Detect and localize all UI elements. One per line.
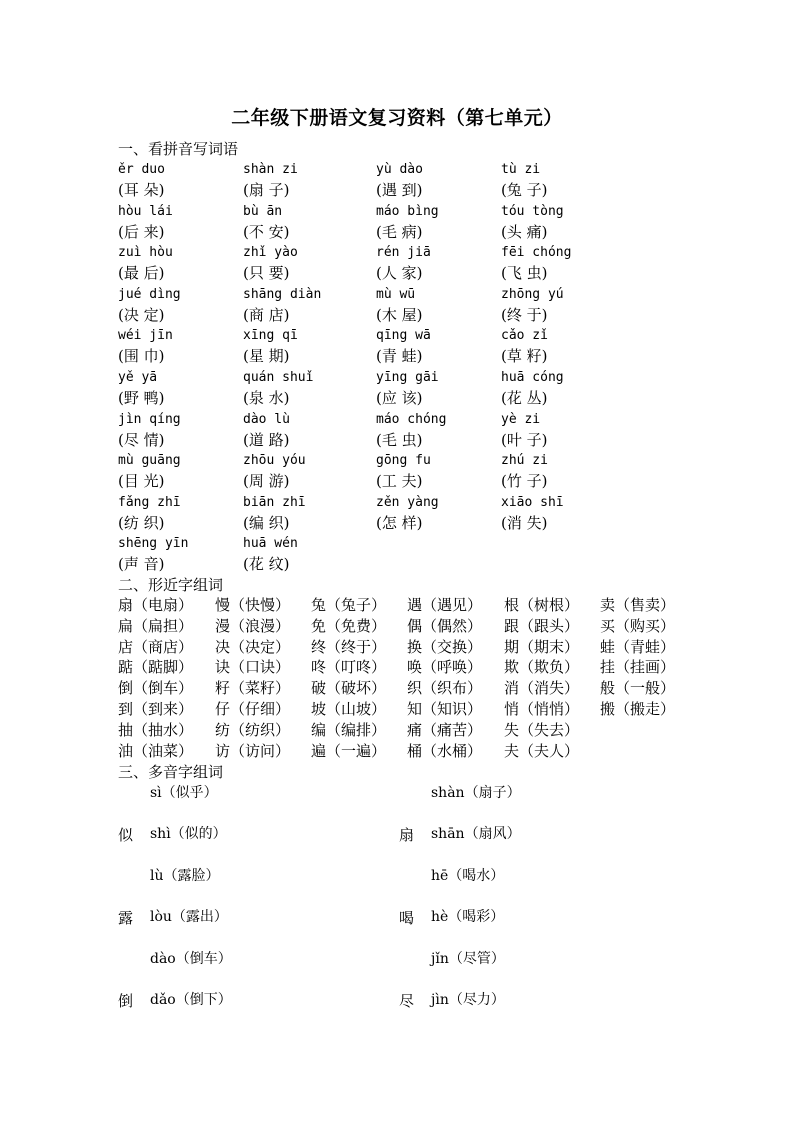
page-title: 二年级下册语文复习资料（第七单元） <box>231 107 563 129</box>
similar-row <box>118 741 718 762</box>
word-answer: (泉 水) <box>243 389 290 407</box>
pinyin-text: zhōng yú <box>501 286 564 302</box>
word-answer: (纺 织) <box>118 513 165 532</box>
pinyin-row <box>118 326 718 368</box>
word-answer: (飞 虫) <box>501 264 548 283</box>
word-answer: (终 于) <box>501 305 548 324</box>
word-answer: (毛 虫) <box>376 430 423 449</box>
pinyin-row <box>118 202 718 244</box>
pinyin-row <box>118 243 718 285</box>
pinyin-text: bù ān <box>243 203 283 219</box>
pinyin-cell <box>118 243 243 283</box>
polyphone-reading: jǐn（尽管） <box>431 951 505 967</box>
similar-row <box>118 678 718 699</box>
polyphone-reading: dào（倒车） <box>150 951 232 967</box>
polyphone-reading: lòu（露出） <box>150 909 228 925</box>
word-answer: (兔 子) <box>501 181 548 199</box>
pinyin-cell <box>376 285 501 325</box>
similar-char-entry: 抽（抽水） <box>118 720 194 739</box>
pinyin-text: zuì hòu <box>118 245 173 261</box>
pinyin-cell <box>501 493 626 533</box>
similar-char-entry: 访（访问） <box>215 741 291 760</box>
similar-char-entry: 籽（菜籽） <box>215 679 291 698</box>
word-answer: (工 夫) <box>376 472 423 491</box>
pinyin-row <box>118 285 718 327</box>
word-answer: (后 来) <box>118 222 165 241</box>
pinyin-row <box>118 534 718 576</box>
polyphone-reading: sì（似乎） <box>150 785 218 801</box>
polyphone-reading: lù（露脸） <box>150 868 220 884</box>
pinyin-row <box>118 160 718 202</box>
pinyin-cell <box>243 285 368 325</box>
similar-char-entry: 期（期末） <box>504 637 580 656</box>
pinyin-cell <box>118 326 243 366</box>
similar-char-entry: 夫（夫人） <box>504 741 580 760</box>
pinyin-text: shàn zi <box>243 162 298 177</box>
pinyin-cell <box>118 534 243 574</box>
word-answer: (人 家) <box>376 264 423 283</box>
pinyin-text: mù wū <box>376 286 416 302</box>
section-heading-polyphone: 三、多音字组词 <box>118 763 224 781</box>
pinyin-text: tóu tòng <box>501 203 564 219</box>
pinyin-text: yīng gāi <box>376 370 439 385</box>
word-answer: (野 鸭) <box>118 389 165 407</box>
similar-char-entry: 织（织布） <box>407 679 483 698</box>
pinyin-cell <box>501 410 626 450</box>
pinyin-text: wéi jīn <box>118 328 173 344</box>
similar-char-entry: 仔（仔细） <box>215 700 291 718</box>
section-heading-pinyin: 一、看拼音写词语 <box>118 140 239 158</box>
similar-char-entry: 倒（倒车） <box>118 679 194 698</box>
similar-row <box>118 720 718 741</box>
pinyin-cell <box>376 243 501 283</box>
similar-row <box>118 657 718 678</box>
section-heading-similar: 二、形近字组词 <box>118 576 224 594</box>
word-answer: (遇 到) <box>376 181 423 199</box>
pinyin-text: quán shuǐ <box>243 370 314 385</box>
similar-char-entry: 终（终于） <box>311 637 387 656</box>
word-answer: (只 要) <box>243 264 290 283</box>
pinyin-text: xiāo shī <box>501 494 564 510</box>
polyphone-group <box>399 949 679 1074</box>
polyphone-char: 倒 <box>118 992 134 1010</box>
pinyin-cell <box>501 160 626 200</box>
pinyin-text: yù dào <box>376 162 423 177</box>
word-answer: (青 蛙) <box>376 347 423 366</box>
similar-char-entry: 慢（快慢） <box>215 596 291 614</box>
pinyin-text: gōng fu <box>376 453 431 469</box>
pinyin-row <box>118 410 718 452</box>
similar-char-entry: 偶（偶然） <box>407 616 483 635</box>
pinyin-cell <box>501 202 626 242</box>
polyphone-reading: jìn（尽力） <box>431 992 505 1008</box>
word-answer: (头 痛) <box>501 222 548 241</box>
word-answer: (扇 子) <box>243 181 290 199</box>
word-answer: (草 籽) <box>501 347 548 366</box>
pinyin-cell <box>376 202 501 242</box>
similar-char-entry: 搬（搬走） <box>600 700 676 718</box>
pinyin-text: biān zhī <box>243 494 306 510</box>
pinyin-cell <box>243 368 368 408</box>
word-answer: (决 定) <box>118 305 165 324</box>
polyphone-char: 尽 <box>399 992 415 1010</box>
similar-char-entry: 失（失去） <box>504 720 580 739</box>
similar-char-entry: 桶（水桶） <box>407 741 483 760</box>
word-answer: (应 该) <box>376 389 423 407</box>
word-answer: (不 安) <box>243 222 290 241</box>
pinyin-text: shēng yīn <box>118 536 189 552</box>
pinyin-text: máo bìng <box>376 203 439 219</box>
pinyin-text: tù zi <box>501 162 541 177</box>
pinyin-cell <box>376 451 501 491</box>
word-answer: (声 音) <box>118 555 165 574</box>
polyphone-reading: hè（喝彩） <box>431 909 505 925</box>
similar-char-entry: 根（树根） <box>504 596 580 614</box>
pinyin-text: cǎo zǐ <box>501 328 548 344</box>
similar-char-entry: 诀（口诀） <box>215 658 291 677</box>
similar-char-entry: 免（免费） <box>311 616 387 635</box>
similar-char-entry: 扁（扁担） <box>118 616 194 635</box>
pinyin-cell <box>376 368 501 408</box>
pinyin-cell <box>243 160 368 200</box>
word-answer: (编 织) <box>243 513 290 532</box>
pinyin-text: mù guāng <box>118 453 181 469</box>
word-answer: (尽 情) <box>118 430 165 449</box>
pinyin-cell <box>118 451 243 491</box>
polyphone-char: 露 <box>118 909 134 927</box>
similar-row <box>118 616 718 637</box>
pinyin-cell <box>243 202 368 242</box>
pinyin-text: zěn yàng <box>376 494 439 510</box>
similar-char-entry: 消（消失） <box>504 679 580 698</box>
pinyin-cell <box>501 243 626 283</box>
pinyin-cell <box>118 160 243 200</box>
pinyin-row <box>118 368 718 410</box>
pinyin-text: yè zi <box>501 411 541 427</box>
pinyin-cell <box>243 243 368 283</box>
word-answer: (目 光) <box>118 472 165 491</box>
similar-row <box>118 637 718 658</box>
pinyin-text: hòu lái <box>118 203 173 219</box>
pinyin-cell <box>243 410 368 450</box>
similar-char-entry: 咚（叮咚） <box>311 658 387 677</box>
similar-char-entry: 兔（兔子） <box>311 596 387 614</box>
pinyin-text: fēi chóng <box>501 245 572 261</box>
pinyin-cell <box>243 493 368 533</box>
pinyin-text: qīng wā <box>376 328 431 344</box>
pinyin-text: shāng diàn <box>243 286 322 302</box>
pinyin-cell <box>243 534 368 574</box>
similar-char-entry: 纺（纺织） <box>215 720 291 739</box>
pinyin-cell <box>118 410 243 450</box>
pinyin-text: jué dìng <box>118 286 181 302</box>
similar-char-entry: 唤（呼唤） <box>407 658 483 677</box>
pinyin-cell <box>501 451 626 491</box>
pinyin-cell <box>501 285 626 325</box>
similar-char-entry: 蛙（青蛙） <box>600 637 676 656</box>
similar-row <box>118 699 718 720</box>
word-answer: (道 路) <box>243 430 290 449</box>
pinyin-cell <box>376 410 501 450</box>
similar-char-entry: 换（交换） <box>407 637 483 656</box>
word-answer: (叶 子) <box>501 430 548 449</box>
pinyin-cell <box>376 160 501 200</box>
pinyin-cell <box>376 493 501 533</box>
pinyin-row <box>118 493 718 535</box>
similar-char-entry: 悄（悄悄） <box>504 700 580 718</box>
word-answer: (最 后) <box>118 264 165 283</box>
pinyin-text: zhú zi <box>501 453 548 469</box>
similar-char-entry: 到（到来） <box>118 700 194 718</box>
similar-char-entry: 知（知识） <box>407 700 483 718</box>
pinyin-row <box>118 451 718 493</box>
pinyin-cell <box>243 326 368 366</box>
similar-row <box>118 595 718 616</box>
similar-char-entry: 痛（痛苦） <box>407 720 483 739</box>
similar-char-entry: 欺（欺负） <box>504 658 580 677</box>
pinyin-text: zhōu yóu <box>243 453 306 469</box>
similar-char-entry: 买（购买） <box>600 616 676 635</box>
polyphone-reading: dǎo（倒下） <box>150 992 232 1008</box>
pinyin-text: jìn qíng <box>118 411 181 427</box>
pinyin-text: zhǐ yào <box>243 245 298 261</box>
word-answer: (竹 子) <box>501 472 548 491</box>
similar-char-entry: 坡（山坡） <box>311 700 387 718</box>
pinyin-text: yě yā <box>118 370 158 385</box>
pinyin-cell <box>118 285 243 325</box>
pinyin-cell <box>501 368 626 408</box>
similar-char-entry: 遇（遇见） <box>407 596 483 614</box>
similar-char-entry: 踮（踮脚） <box>118 658 194 677</box>
similar-char-entry: 漫（浪漫） <box>215 616 291 635</box>
word-answer: (耳 朵) <box>118 181 165 199</box>
pinyin-text: rén jiā <box>376 245 431 261</box>
word-answer: (商 店) <box>243 305 290 324</box>
similar-char-entry: 决（决定） <box>215 637 291 656</box>
pinyin-text: fǎng zhī <box>118 494 181 510</box>
similar-char-entry: 破（破坏） <box>311 679 387 698</box>
word-answer: (花 丛) <box>501 389 548 407</box>
word-answer: (消 失) <box>501 513 548 532</box>
word-answer: (围 巾) <box>118 347 165 366</box>
polyphone-char: 扇 <box>399 826 415 844</box>
polyphone-reading: shān（扇风） <box>431 826 521 842</box>
similar-char-entry: 卖（售卖） <box>600 596 676 614</box>
word-answer: (木 屋) <box>376 305 423 324</box>
polyphone-char: 似 <box>118 826 134 844</box>
word-answer: (周 游) <box>243 472 290 491</box>
pinyin-text: máo chóng <box>376 411 447 427</box>
similar-char-entry: 挂（挂画） <box>600 658 676 677</box>
pinyin-text: xīng qī <box>243 328 298 344</box>
word-answer: (花 纹) <box>243 555 290 574</box>
polyphone-char: 喝 <box>399 909 415 927</box>
word-answer: (怎 样) <box>376 513 423 532</box>
polyphone-reading: shì（似的） <box>150 826 227 842</box>
word-answer: (毛 病) <box>376 222 423 241</box>
similar-char-entry: 油（油菜） <box>118 741 194 760</box>
pinyin-cell <box>376 326 501 366</box>
pinyin-cell <box>118 368 243 408</box>
similar-char-entry: 般（一般） <box>600 679 676 698</box>
pinyin-cell <box>118 493 243 533</box>
pinyin-cell <box>501 326 626 366</box>
pinyin-cell <box>118 202 243 242</box>
similar-char-entry: 编（编排） <box>311 720 387 739</box>
similar-char-entry: 店（商店） <box>118 637 194 656</box>
similar-char-entry: 扇（电扇） <box>118 596 194 614</box>
word-answer: (星 期) <box>243 347 290 366</box>
pinyin-text: huā wén <box>243 536 298 552</box>
similar-char-entry: 遍（一遍） <box>311 741 387 760</box>
polyphone-reading: shàn（扇子） <box>431 785 521 801</box>
polyphone-group <box>118 949 398 1074</box>
similar-char-entry: 跟（跟头） <box>504 616 580 635</box>
polyphone-reading: hē（喝水） <box>431 868 505 884</box>
pinyin-text: huā cóng <box>501 370 564 385</box>
pinyin-text: dào lù <box>243 411 290 427</box>
pinyin-text: ěr duo <box>118 162 165 177</box>
pinyin-cell <box>243 451 368 491</box>
